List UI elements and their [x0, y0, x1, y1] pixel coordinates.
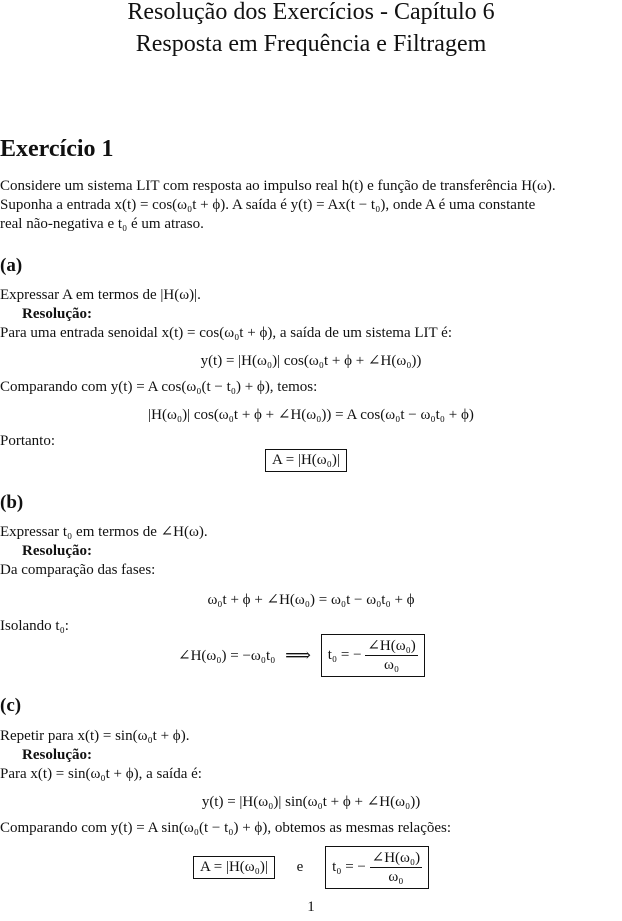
intro-line-3: real não-negativa e t₀ é um atraso. — [0, 216, 204, 232]
part-b-statement: Expressar t₀ em termos de ∠H(ω). — [0, 524, 208, 540]
part-c-text-2: Comparando com y(t) = A sin(ω₀(t − t₀) + ϕ), obtemos as mesmas relações: — [0, 820, 452, 836]
part-a-text-2: Comparando com y(t) = A cos(ω₀(t − t₀) + ϕ), temos: — [0, 379, 318, 395]
part-b-result-box — [321, 634, 425, 677]
part-c-result-t0-box — [325, 846, 429, 889]
part-b-equation-2-row — [178, 634, 425, 677]
part-a-result-box: A = |H(ω₀)| — [265, 449, 347, 472]
part-c-statement: Repetir para x(t) = sin(ω₀t + ϕ). — [0, 728, 190, 744]
part-b-result-lhs: t₀ = − — [327, 647, 362, 663]
part-a-statement: Expressar A em termos de |H(ω)|. — [0, 287, 201, 303]
part-a-label: (a) — [0, 255, 23, 276]
part-a-text-3: Portanto: — [0, 433, 55, 449]
part-a-resolution-label: Resolução: — [22, 306, 92, 322]
part-c-text-1: Para x(t) = sin(ω₀t + ϕ), a saída é: — [0, 766, 202, 782]
part-a-text-1: Para uma entrada senoidal x(t) = cos(ω₀t + ϕ), a saída de um sistema LIT é: — [0, 325, 452, 341]
page-title: Resolução dos Exercícios - Capítulo 6 — [127, 0, 495, 25]
part-c-results-row — [193, 846, 429, 889]
part-b-text-1: Da comparação das fases: — [0, 562, 156, 578]
part-b-equation-2: ∠H(ω₀) = −ω₀t₀ — [178, 648, 276, 664]
part-b-resolution-label: Resolução: — [22, 543, 92, 559]
part-a-equation-2: |H(ω₀)| cos(ω₀t + ϕ + ∠H(ω₀)) = A cos(ω₀t − ω₀t₀ + ϕ) — [148, 407, 474, 423]
exercise-heading: Exercício 1 — [0, 136, 114, 162]
part-b-equation-1: ω₀t + ϕ + ∠H(ω₀) = ω₀t − ω₀t₀ + ϕ — [207, 592, 415, 608]
part-a-equation-1: y(t) = |H(ω₀)| cos(ω₀t + ϕ + ∠H(ω₀)) — [200, 353, 422, 369]
part-c-conjunction: e — [296, 859, 304, 875]
part-b-result-fraction — [365, 637, 418, 674]
part-c-result-a-box: A = |H(ω₀)| — [193, 856, 275, 879]
part-b-text-2: Isolando t₀: — [0, 618, 69, 634]
part-b-label: (b) — [0, 492, 24, 513]
part-b-result-denominator: ω₀ — [384, 657, 400, 673]
part-c-result-fraction — [370, 849, 423, 886]
part-b-result-numerator: ∠H(ω₀) — [367, 638, 416, 654]
implies-arrow: ⟹ — [285, 645, 311, 665]
page-subtitle: Resposta em Frequência e Filtragem — [135, 31, 487, 57]
intro-line-1: Considere um sistema LIT com resposta ao impulso real h(t) e função de transferência H(ω). — [0, 178, 556, 194]
part-c-result-numerator: ∠H(ω₀) — [371, 850, 421, 866]
page-number: 1 — [307, 899, 315, 915]
part-c-equation-1: y(t) = |H(ω₀)| sin(ω₀t + ϕ + ∠H(ω₀)) — [201, 794, 421, 810]
intro-line-2: Suponha a entrada x(t) = cos(ω₀t + ϕ). A saída é y(t) = Ax(t − t₀), onde A é uma constante — [0, 197, 536, 213]
part-c-label: (c) — [0, 695, 22, 716]
part-c-result-denominator: ω₀ — [388, 869, 404, 885]
part-c-result-lhs: t₀ = − — [332, 859, 366, 875]
part-c-resolution-label: Resolução: — [22, 747, 92, 763]
